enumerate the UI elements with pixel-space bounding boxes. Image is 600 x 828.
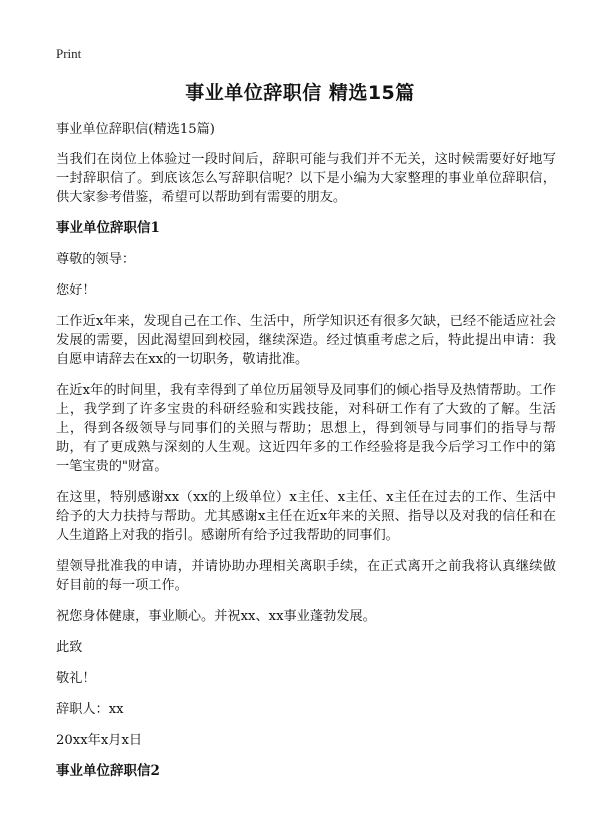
page-title: 事业单位辞职信 精选15篇 (185, 82, 415, 104)
letter-1-date: 20xx年x月x日 (56, 733, 143, 748)
letter-1-paragraph: 在近x年的时间里，我有幸得到了单位历届领导及同事们的倾心指导及热情帮助。工作上，我学到了许多宝贵的科研经验和实践技能，对科研工作有了大致的了解。生活上，得到各级领导与同事们的关照与帮助；思想上，得到领导与同事们的指导与帮助，有了更成熟与深刻的人生观。这近四年多的工作经验将是我今后学习工作中的第一笔宝贵的"财富。 (56, 383, 556, 474)
letter-1-heading: 事业单位辞职信1 (56, 220, 160, 236)
print-link[interactable]: Print (56, 46, 82, 61)
letter-1-greeting: 您好！ (56, 283, 96, 298)
letter-2-heading: 事业单位辞职信2 (56, 763, 160, 779)
letter-1-closing-salute: 敬礼！ (56, 671, 96, 686)
letter-1-paragraph: 在这里，特别感谢xx（xx的上级单位）x主任、x主任、x主任在过去的工作、生活中给予的大力扶持与帮助。尤其感谢x主任在近x年来的关照、指导以及对我的信任和在人生道路上对我的指引。感谢所有给予过我帮助的同事们。 (56, 490, 556, 543)
letter-1-paragraph: 工作近x年来，发现自己在工作、生活中，所学知识还有很多欠缺，已经不能适应社会发展的需要，因此渴望回到校园，继续深造。经过慎重考虑之后，特此提出申请：我自愿申请辞去在xx的一切职务，敬请批准。 (56, 314, 556, 367)
document-body (56, 120, 556, 793)
letter-1-signature: 辞职人：xx (56, 702, 124, 717)
letter-1-salutation: 尊敬的领导： (56, 252, 136, 267)
letter-1-closing: 此致 (56, 640, 83, 655)
letter-1-paragraph: 祝您身体健康，事业顺心。并祝xx、xx事业蓬勃发展。 (56, 609, 376, 624)
document-subtitle: 事业单位辞职信(精选15篇) (56, 122, 215, 137)
letter-1-paragraph: 望领导批准我的申请，并请协助办理相关离职手续，在正式离开之前我将认真继续做好目前的每一项工作。 (56, 559, 556, 593)
intro-paragraph: 当我们在岗位上体验过一段时间后，辞职可能与我们并不无关，这时候需要好好地写一封辞职信了。到底该怎么写辞职信呢？以下是小编为大家整理的事业单位辞职信，供大家参考借鉴，希望可以帮助到有需要的朋友。 (56, 152, 556, 205)
